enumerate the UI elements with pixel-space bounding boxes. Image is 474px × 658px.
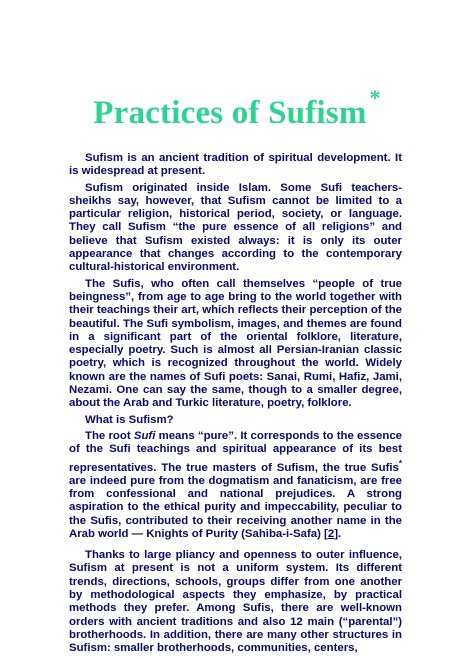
ref-close-bracket: ]. [334, 527, 342, 540]
article-body [69, 152, 402, 658]
reference-link-2[interactable]: 2 [327, 527, 335, 540]
title-text: Practices of Sufism [93, 95, 367, 131]
ref-open-bracket: [ [324, 527, 328, 540]
p5-after: means “pure”. It corresponds to the essence of the Sufi teachings and spiritual appearance of its best representatives. The true masters of Sufism, the true Sufis [69, 429, 402, 474]
p5-rest: are indeed pure from the dogmatism and fanaticism, are free from confessional and national prejudices. A strong aspiration to the ethical purity and impeccability, peculiar to the Sufis, contributed to their receiving another name in the Arab world — Knights of Purity (Sahiba-i-Safa) [69, 474, 402, 540]
paragraph-1: Sufism is an ancient tradition of spiritual development. It is widespread at present. [69, 152, 402, 178]
paragraph-2: Sufism originated inside Islam. Some Sufi teachers-sheikhs say, however, that Sufism cannot be limited to a particular religion, historical period, society, or language. They call Sufism “the pure essence of all religions” and believe that Sufism existed always: it is only its outer appearance that changes according to the contemporary cultural-historical environment. [69, 181, 402, 274]
paragraph-5 [69, 430, 402, 541]
paragraph-4-question: What is Sufism? [85, 413, 174, 426]
p5-footnote-marker: * [398, 458, 402, 468]
paragraph-6: Thanks to large pliancy and openness to outer influence, Sufism at present is not a uniform system. Its different trends, directions, schools, groups differ from one another by methodological aspects they emphasize, by practical methods they prefer. Among Sufis, there are well-known orders with ancient traditions and also 12 main (“parental”) brotherhoods. In addition, there are many other structures in Sufism: smaller brotherhoods, communities, centers, [69, 549, 402, 655]
p5-italic-term: Sufi [133, 429, 156, 442]
page-title [0, 84, 474, 133]
paragraph-3: The Sufis, who often call themselves “people of true beingness”, from age to age bring to the world together with their teachings their art, which reflects their perception of the beautiful. The Sufi symbolism, images, and themes are found in a significant part of the oriental folklore, literature, especially poetry. Such is almost all Persian-Iranian classic poetry, which is recognized throughout the world. Widely known are the names of Sufi poets: Sanai, Rumi, Hafiz, Jami, Nezami. One can say the same, though to a smaller degree, about the Arab and Turkic literature, poetry, folklore. [69, 277, 402, 410]
p5-before: The root [85, 429, 134, 442]
footnote-marker: * [369, 85, 381, 110]
